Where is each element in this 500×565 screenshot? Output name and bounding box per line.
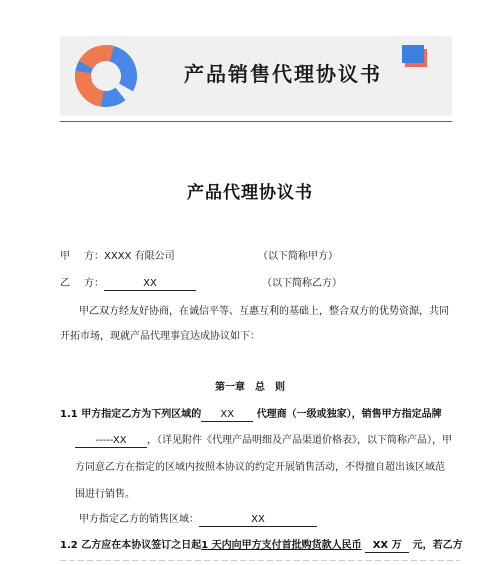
intro-paragraph-line-1: 甲乙双方经友好协商，在诚信平等、互惠互利的基础上，整合双方的优势资源，共同 [79,306,449,317]
clause-1-1-line-3: 方同意乙方在指定的区域内按照本协议的约定开展销售活动，不得擅自超出该区域范 [75,462,445,473]
brand-blank: -----XX [75,435,147,448]
sales-region-line [79,513,317,527]
clause-1-2-line-1 [60,539,463,553]
party-b-note: （以下简称乙方） [262,278,342,289]
clause-1-1-line-2 [75,434,452,448]
sales-region-label: 甲方指定乙方的销售区域： [79,514,199,525]
clause-number: 1.1 [60,409,78,420]
cut-off-text-line [60,557,460,565]
party-b-label-suffix: 方： [84,278,104,289]
party-a-label: 甲 [60,251,70,262]
clause-number: 1.2 [60,540,78,551]
clause-text: 代理商（一级或独家），销售甲方指定品牌 [256,409,442,420]
document-title: 产品代理协议书 [187,183,313,203]
cycle-arrows-icon [72,42,140,110]
clause-text: ，（详见附件《代理产品明细及产品渠道价格表》，以下简称产品），甲 [147,435,452,446]
party-b-label: 乙 [60,278,70,289]
payment-days-text: 1 天内向甲方支付首批购货款人民币 [201,540,362,551]
party-a-name: XXXX 有限公司 [104,251,175,262]
header-banner [60,36,452,116]
clause-text: 乙方应在本协议签订之日起 [81,540,202,551]
party-a-line [60,250,175,264]
clause-text: 元，若乙方 [412,540,463,551]
party-a-label-suffix: 方： [84,251,104,262]
payment-amount-blank: XX 万 [365,540,409,553]
clause-1-1-line-4: 围进行销售。 [75,489,135,500]
banner-title: 产品销售代理协议书 [184,62,382,86]
decorative-squares-icon [400,42,430,72]
party-a-note: （以下简称甲方） [258,251,338,262]
sales-region-value: XX [199,514,317,527]
intro-paragraph-line-2: 开拓市场，现就产品代理事宜达成协议如下： [60,331,260,342]
header-divider [60,121,452,122]
chapter-heading: 第一章 总 则 [215,382,285,393]
party-b-name: XX [104,278,196,291]
clause-1-1-line-1 [60,408,442,422]
party-b-line [60,277,196,291]
clause-text: 甲方指定乙方为下列区域的 [81,409,202,420]
region-level-blank: XX [201,409,253,422]
